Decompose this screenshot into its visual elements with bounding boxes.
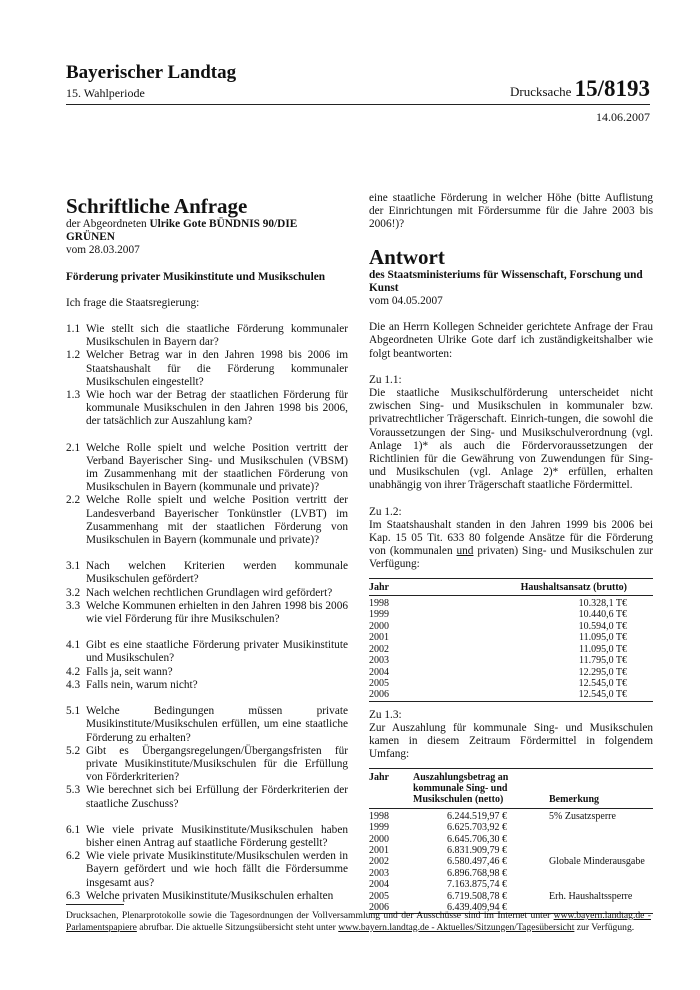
question-item: [66, 600, 348, 626]
payout-row: [369, 822, 653, 833]
right-column: [369, 192, 653, 914]
underlined-und: und: [456, 545, 474, 558]
payout-amount: 6.831.909,79 €: [447, 844, 507, 856]
question-number: 5.2: [66, 744, 81, 757]
payout-note: Erh. Haushaltssperre: [549, 890, 633, 902]
question-group: [66, 639, 348, 692]
question-item: [66, 442, 348, 495]
question-item: [66, 824, 348, 850]
question-item: [66, 349, 348, 389]
question-number: 2.2: [66, 494, 81, 507]
payout-amount: 6.645.706,30 €: [447, 833, 507, 845]
payout-amount: 6.896.768,98 €: [447, 867, 507, 879]
payout-note: 5% Zusatzsperre: [549, 810, 616, 822]
question-number: 3.3: [66, 599, 81, 612]
drucksache-number: [510, 76, 650, 102]
anfrage-subject: Förderung privater Musikinstitute und Musikschulen: [66, 270, 326, 283]
question-item: [66, 639, 348, 665]
question-text: Nach welchen Kriterien werden kommunale Musikschulen gefördert?: [86, 560, 348, 586]
anfrage-date: vom 28.03.2007: [66, 244, 140, 257]
question-text: Welche Bedingungen müssen private Musikinstitute/Musikschulen erfüllen, um eine staatliche Förderung zu erhalten?: [86, 705, 348, 744]
budget-row: [369, 655, 653, 666]
question-text: Welche privaten Musikinstitute/Musikschulen erhalten: [86, 889, 334, 902]
question-number: 4.2: [66, 665, 81, 678]
question-item: [66, 587, 348, 600]
budget-col-year: Jahr: [369, 581, 389, 593]
payout-row: [369, 808, 653, 822]
budget-amount: 12.545,0 T€: [578, 689, 627, 701]
zu12-text: Im Staatshaushalt standen in den Jahren 1999 bis 2006 bei Kap. 15 05 Tit. 633 80 folgende Ansätze für die Förderung von (kommunalen und privaten) Sing- und Musikschulen zur Verfügung:: [369, 518, 653, 571]
payout-table: [369, 768, 653, 915]
footer-note: Drucksachen, Plenarprotokolle sowie die Tagesordnungen der Vollversammlung und der Ausschüsse sind im Internet unter www.bayern.landtag.de - Parlamentspapiere abrufbar. Die aktuelle Sitzungsübersicht steht unter www.bayern.landtag.de - Aktuelles/Sitzungen/Tagesübersicht zur Verfügung.: [66, 910, 651, 933]
payout-col-note: Bemerkung: [549, 794, 599, 806]
question-number: 5.3: [66, 784, 81, 797]
question-number: 6.3: [66, 889, 81, 902]
payout-year: 1998: [369, 810, 389, 822]
budget-table: [369, 578, 653, 702]
budget-row: [369, 678, 653, 689]
ministry-name: des Staatsministeriums für Wissenschaft, Forschung und Kunst: [369, 268, 643, 294]
question-number: 4.1: [66, 639, 81, 652]
legislative-period: 15. Wahlperiode: [66, 86, 145, 100]
link-tagesuebersicht[interactable]: www.bayern.landtag.de - Aktuelles/Sitzungen/Tagesübersicht: [338, 921, 575, 933]
question-number: 1.3: [66, 389, 81, 402]
question-item: [66, 389, 348, 429]
budget-amount: 10.328,1 T€: [578, 598, 627, 610]
drucksache-label: Drucksache: [510, 84, 572, 99]
antwort-date: vom 04.05.2007: [369, 295, 443, 308]
zu12-label: Zu 1.2:: [369, 505, 402, 518]
question-group: [66, 442, 348, 548]
budget-row: [369, 632, 653, 643]
question-text: Welche Rolle spielt und welche Position vertritt der Landesverband Bayerischer Tonkünstler (LVBT) im Zusammenhang mit der staatlichen Förderung von Musikschulen in Bayern (kommunale und private)?: [86, 494, 348, 547]
question-number: 3.2: [66, 586, 81, 599]
payout-row: [369, 868, 653, 879]
footer-divider: [66, 904, 124, 905]
payout-year: 1999: [369, 822, 389, 834]
budget-year: 2001: [369, 632, 389, 644]
budget-col-amount: Haushaltsansatz (brutto): [520, 581, 627, 593]
question-item: [66, 784, 348, 810]
question-item: [66, 666, 348, 679]
budget-amount: 12.545,0 T€: [578, 677, 627, 689]
question-list: [66, 323, 348, 903]
link-parlamentspapiere[interactable]: www.bayern.landtag.de - Parlamentspapiere: [66, 910, 651, 933]
payout-note: Globale Minderausgabe: [549, 856, 645, 868]
question-number: 1.2: [66, 349, 81, 362]
question-text: Wie stellt sich die staatliche Förderung kommunaler Musikschulen in Bayern dar?: [86, 323, 348, 349]
question-text: Falls nein, warum nicht?: [86, 678, 198, 691]
payout-note: [517, 822, 653, 833]
payout-note: [517, 868, 653, 879]
payout-note: [517, 879, 653, 890]
payout-row: [369, 856, 653, 867]
payout-col-year: Jahr: [369, 771, 389, 783]
question-text: Welche Kommunen erhielten in den Jahren 1998 bis 2006 wie viel Förderung für ihre Musikschulen?: [86, 599, 348, 626]
payout-amount: 6.244.519,97 €: [447, 810, 507, 822]
budget-amount: 10.440,6 T€: [578, 609, 627, 621]
payout-year: 2004: [369, 879, 389, 891]
payout-row: [369, 834, 653, 845]
antwort-heading: Antwort: [369, 244, 445, 269]
budget-amount: 11.795,0 T€: [578, 655, 627, 667]
question-text: Wie viele private Musikinstitute/Musikschulen haben bisher einen Antrag auf staatliche Förderung gestellt?: [86, 823, 348, 849]
parliament-title: Bayerischer Landtag: [66, 62, 237, 83]
anfrage-heading: Schriftliche Anfrage: [66, 194, 248, 218]
payout-year: 2005: [369, 890, 389, 902]
payout-row: [369, 845, 653, 856]
payout-amount: 7.163.875,74 €: [447, 879, 507, 891]
payout-amount: 6.625.703,92 €: [447, 822, 507, 834]
question-number: 2.1: [66, 441, 81, 454]
budget-amount: 10.594,0 T€: [578, 620, 627, 632]
question-text: Wie berechnet sich bei Erfüllung der Förderkriterien der staatliche Zuschuss?: [86, 784, 348, 810]
question-item: [66, 560, 348, 586]
question-text: Falls ja, seit wann?: [86, 665, 173, 678]
question-text: Nach welchen rechtlichen Grundlagen wird gefördert?: [86, 586, 333, 599]
question-text: Welcher Betrag war in den Jahren 1998 bis 2006 im Staatshaushalt für die Förderung kommunaler Musikschulen eingestellt?: [86, 349, 348, 388]
anfrage-intro: Ich frage die Staatsregierung:: [66, 296, 200, 309]
payout-amount: 6.719.508,78 €: [447, 890, 507, 902]
payout-note: [517, 834, 653, 845]
budget-row: [369, 689, 653, 701]
budget-year: 2003: [369, 655, 389, 667]
budget-year: 2006: [369, 689, 389, 701]
header-divider: [66, 104, 650, 105]
question-group: [66, 560, 348, 626]
budget-amount: 11.095,0 T€: [578, 632, 627, 644]
budget-year: 2005: [369, 677, 389, 689]
question-group: [66, 705, 348, 811]
budget-row: [369, 644, 653, 655]
question-item: [66, 494, 348, 547]
question-item: [66, 705, 348, 745]
question-text: Wie viele private Musikinstitute/Musikschulen werden in Bayern gefördert und wie hoch fällt die Fördersumme insgesamt aus?: [86, 850, 348, 889]
budget-year: 1999: [369, 609, 389, 621]
question-item: [66, 745, 348, 785]
drucksache-id: 15/8193: [574, 76, 650, 101]
question-item: [66, 890, 348, 903]
question-item: [66, 850, 348, 890]
question-group: [66, 323, 348, 429]
question-number: 6.1: [66, 823, 81, 836]
payout-year: 2003: [369, 867, 389, 879]
author-name: Ulrike Gote BÜNDNIS 90/DIE GRÜNEN: [66, 218, 298, 244]
zu13-text: Zur Auszahlung für kommunale Sing- und Musikschulen kamen in diesem Zeitraum Fördermittel in folgendem Umfang:: [369, 721, 653, 761]
question-text: Gibt es Übergangsregelungen/Übergangsfristen für private Musikinstitute/Musikschulen für die Erfüllung von Förderkriterien?: [86, 744, 348, 784]
left-column: [66, 194, 348, 903]
budget-amount: 12.295,0 T€: [578, 666, 627, 678]
payout-year: 2001: [369, 844, 389, 856]
question-number: 1.1: [66, 323, 81, 336]
question-group: [66, 824, 348, 903]
payout-year: 2002: [369, 856, 389, 868]
payout-year: 2006: [369, 902, 389, 914]
payout-row: [369, 879, 653, 890]
question-item: [66, 323, 348, 349]
question-item: [66, 679, 348, 692]
payout-amount: 6.439.409,94 €: [447, 902, 507, 914]
budget-row: [369, 596, 653, 610]
payout-row: [369, 891, 653, 902]
zu11-label: Zu 1.1:: [369, 373, 402, 386]
question-number: 3.1: [66, 560, 81, 573]
antwort-intro: Die an Herrn Kollegen Schneider gerichtete Anfrage der Frau Abgeordneten Ulrike Gote darf ich zuständigkeitshalber wie folgt beantworten:: [369, 321, 653, 360]
payout-note: [517, 845, 653, 856]
zu13-label: Zu 1.3:: [369, 708, 402, 721]
author-prefix: der Abgeordneten: [66, 218, 147, 230]
author-line: [66, 218, 348, 244]
budget-year: 2000: [369, 620, 389, 632]
zu11-text: Die staatliche Musikschulförderung unterscheidet nicht zwischen Sing- und Musikschulen in kommunaler bzw. privatrechtlicher Trägerschaft. Einrich-tungen, die sowohl die Voraussetzungen der Sing- und Musikschulverordnung (vgl. Anlage 1)* als auch die Fördervoraussetzungen der Richtlinien für die Gewährung von Zuwendungen für Sing- und Musikschulen (vgl. Anlage 2)* erfüllen, erhalten unabhängig von ihrer Trägerschaft staatliche Fördermittel.: [369, 387, 653, 492]
budget-amount: 11.095,0 T€: [578, 643, 627, 655]
budget-year: 2004: [369, 666, 389, 678]
budget-year: 2002: [369, 643, 389, 655]
budget-row: [369, 667, 653, 678]
question-number: 6.2: [66, 850, 81, 863]
budget-year: 1998: [369, 598, 389, 610]
budget-row: [369, 621, 653, 632]
question-text: Gibt es eine staatliche Förderung privater Musikinstitute und Musikschulen?: [86, 639, 348, 665]
payout-amount: 6.580.497,46 €: [447, 856, 507, 868]
budget-row: [369, 609, 653, 620]
question-text: Welche Rolle spielt und welche Position vertritt der Verband Bayerischer Sing- und Musikschulen (VBSM) im Zusammenhang mit der staatlichen Förderung von Musikschulen in Bayern (kommunale und private)?: [86, 441, 348, 494]
question-text: Wie hoch war der Betrag der staatlichen Förderung für kommunale Musikschulen in den Jahren 1998 bis 2006, der tatsächlich zur Auszahlung kam?: [86, 389, 348, 428]
question-continuation: eine staatliche Förderung in welcher Höhe (bitte Auflistung der Einrichtungen mit Fördersumme für die Jahre 2003 bis 2006!)?: [369, 192, 653, 231]
payout-year: 2000: [369, 833, 389, 845]
payout-col-amount: Auszahlungsbetrag an kommunale Sing- und Musikschulen (netto): [413, 771, 509, 806]
question-number: 4.3: [66, 678, 81, 691]
question-number: 5.1: [66, 705, 81, 718]
document-date: 14.06.2007: [596, 110, 650, 124]
